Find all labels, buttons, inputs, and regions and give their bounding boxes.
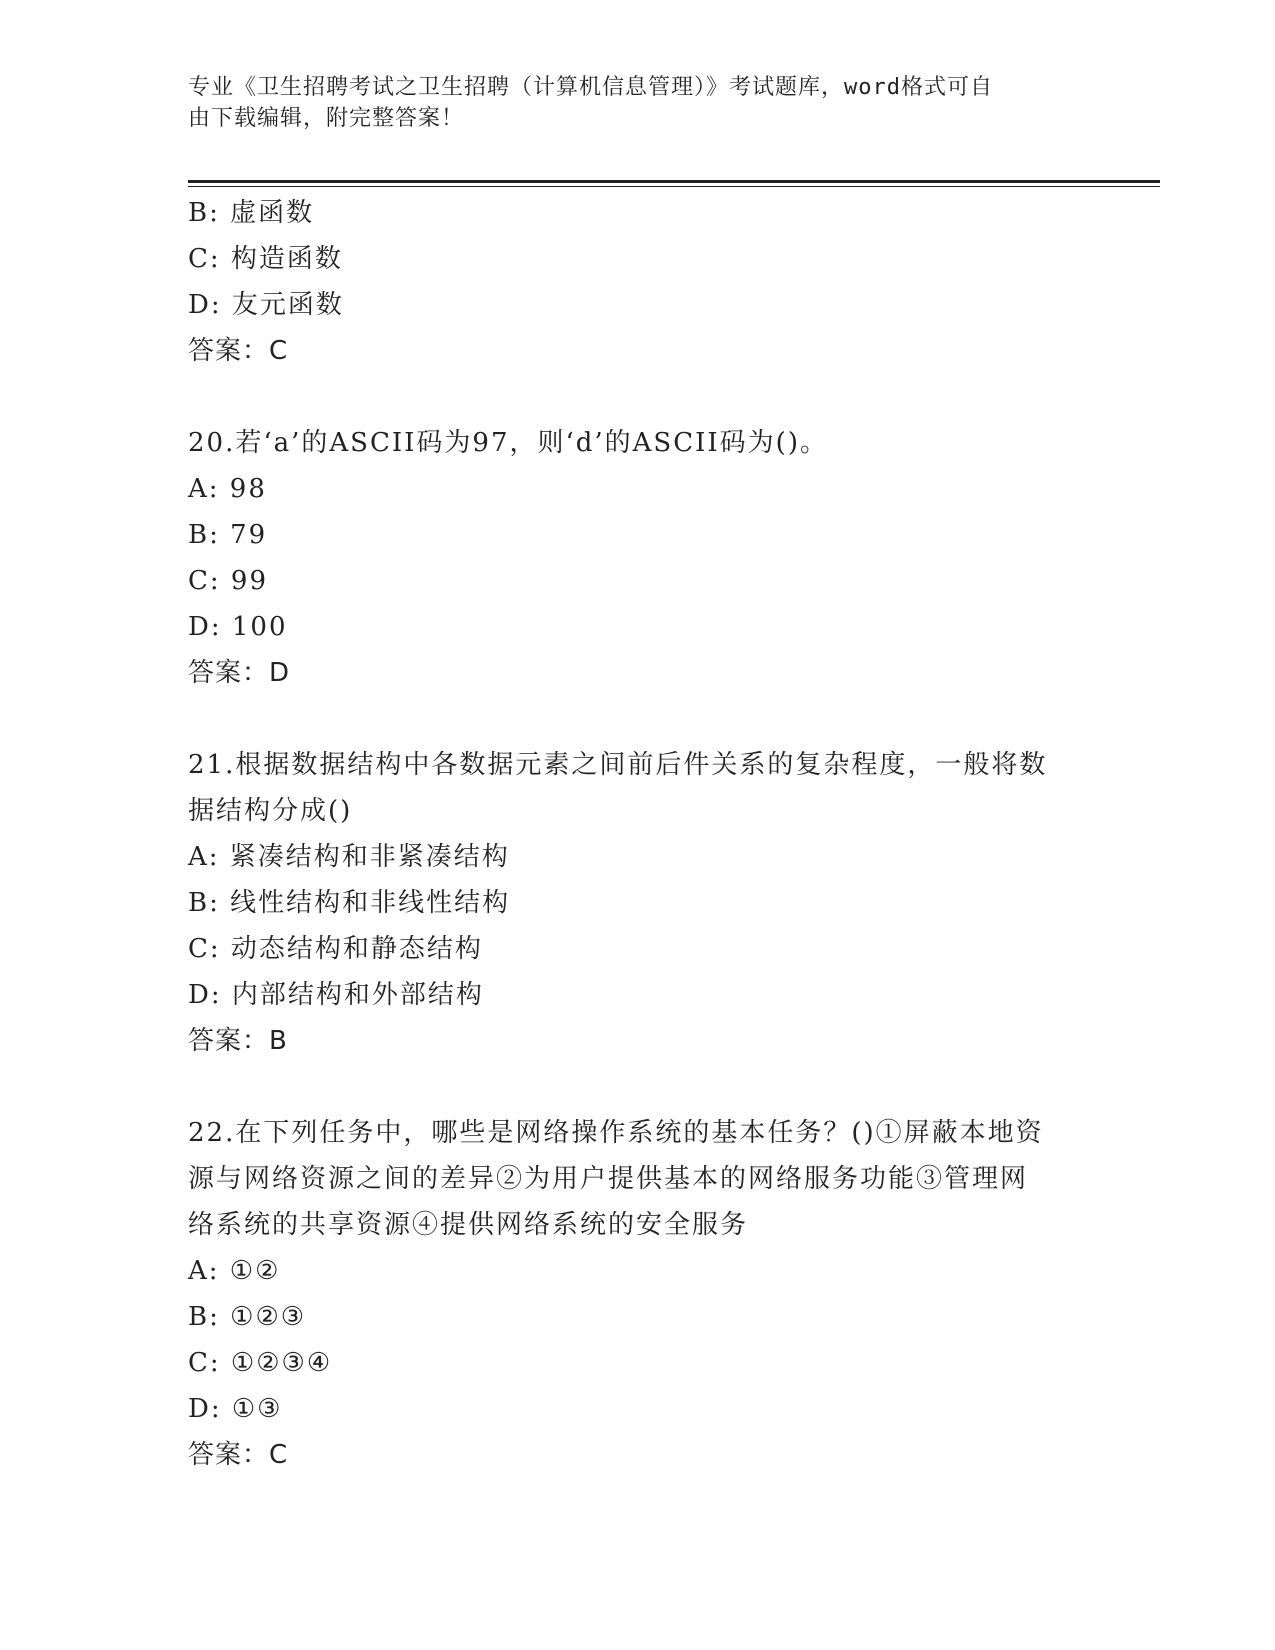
question-19-partial xyxy=(188,190,1088,374)
option-d: D: 100 xyxy=(188,612,288,642)
question-21 xyxy=(188,742,1088,1064)
option-b: B: 虚函数 xyxy=(188,198,315,228)
option-a: A: ①② xyxy=(188,1256,281,1286)
option-b: B: 79 xyxy=(188,520,268,550)
question-22 xyxy=(188,1110,1088,1478)
answer: 答案：B xyxy=(188,1026,288,1056)
document-header xyxy=(188,72,1088,134)
header-line-1: 专业《卫生招聘考试之卫生招聘（计算机信息管理）》考试题库，word格式可自 xyxy=(188,75,993,100)
option-a: A: 紧凑结构和非紧凑结构 xyxy=(188,842,510,872)
header-line-2: 由下载编辑，附完整答案！ xyxy=(188,106,465,131)
answer: 答案：C xyxy=(188,336,289,366)
header-divider-thick xyxy=(188,180,1160,183)
option-a: A: 98 xyxy=(188,474,267,504)
option-c: C: 构造函数 xyxy=(188,244,343,274)
header-divider-thin xyxy=(188,186,1160,187)
question-stem-line-3: 络系统的共享资源④提供网络系统的安全服务 xyxy=(188,1210,749,1240)
option-b: B: 线性结构和非线性结构 xyxy=(188,888,511,918)
question-stem-line-2: 源与网络资源之间的差异②为用户提供基本的网络服务功能③管理网 xyxy=(188,1164,1029,1194)
question-stem-line-1: 22.在下列任务中，哪些是网络操作系统的基本任务？()①屏蔽本地资 xyxy=(188,1118,1044,1148)
option-c: C: 动态结构和静态结构 xyxy=(188,934,483,964)
answer: 答案：D xyxy=(188,658,291,688)
question-20 xyxy=(188,420,1088,696)
answer: 答案：C xyxy=(188,1440,289,1470)
question-stem-line-2: 据结构分成() xyxy=(188,796,353,826)
option-d: D: 友元函数 xyxy=(188,290,344,320)
document-body xyxy=(188,190,1088,1478)
question-stem-line-1: 21.根据数据结构中各数据元素之间前后件关系的复杂程度，一般将数 xyxy=(188,750,1048,780)
question-stem: 20.若‘a’的ASCII码为97，则‘d’的ASCII码为()。 xyxy=(188,428,828,458)
option-d: D: 内部结构和外部结构 xyxy=(188,980,484,1010)
option-c: C: 99 xyxy=(188,566,269,596)
option-b: B: ①②③ xyxy=(188,1302,307,1332)
option-d: D: ①③ xyxy=(188,1394,283,1424)
option-c: C: ①②③④ xyxy=(188,1348,333,1378)
